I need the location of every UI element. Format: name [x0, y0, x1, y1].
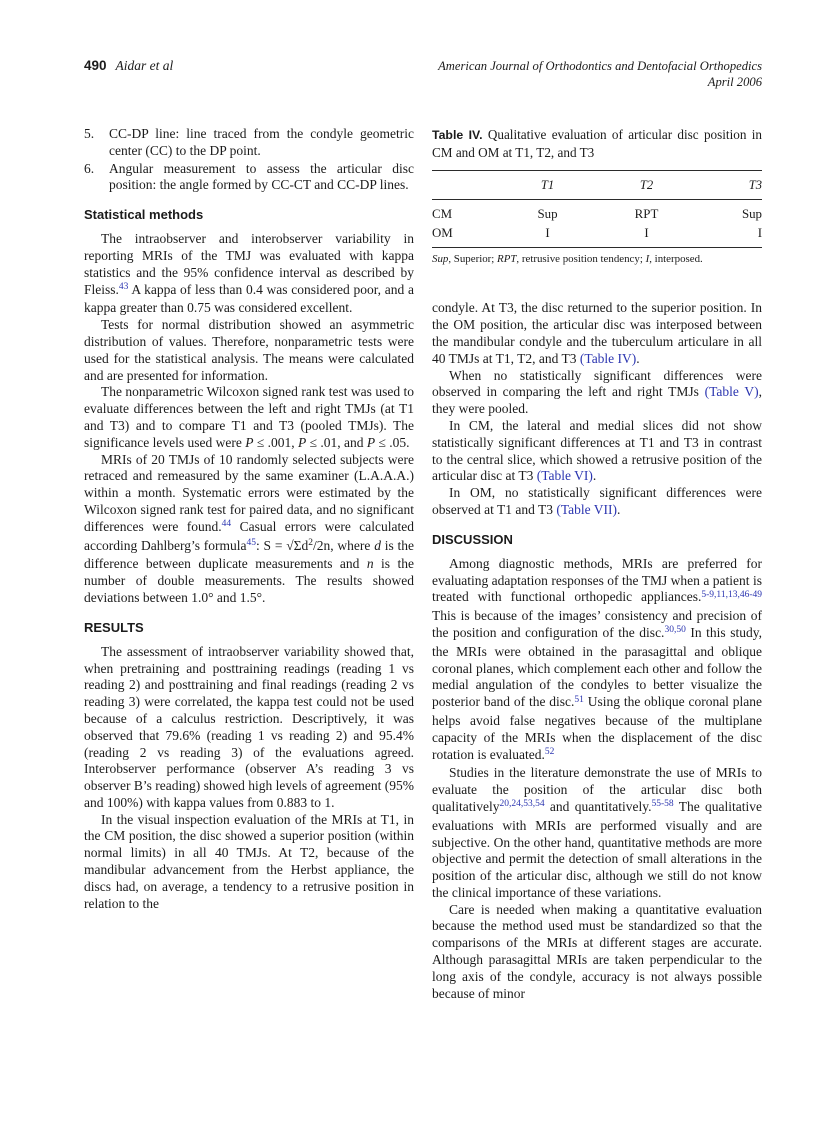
text-run: condyle. At T3, the disc returned to the superior position. In the OM position, the articular disc was interposed between the mandibular condyle and the tuberculum articulare in all 40 TMJs at T1, T2, and T3 [432, 300, 762, 366]
paragraph [432, 902, 762, 1003]
text-run: RPT [497, 253, 517, 266]
table-header-row [432, 171, 762, 200]
text-run: , interposed. [649, 253, 703, 266]
paragraph [432, 556, 762, 766]
reference-link[interactable]: 20,24,53,54 [499, 799, 545, 810]
reference-link[interactable]: 43 [118, 282, 129, 293]
running-authors: Aidar et al [115, 58, 174, 73]
text-run: , retrusive position tendency; [516, 253, 646, 266]
text-run: Tests for normal distribution showed an asymmetric distribution of values. Therefore, nonparametric tests were used for the statistical analysis. The means were calculated and are presented for information. [84, 317, 414, 383]
right-column [432, 126, 762, 1002]
table-header-empty [432, 171, 498, 200]
list-number: 6. [84, 160, 95, 176]
text-run: Among diagnostic methods, MRIs are preferred for evaluating adaptation responses of the TMJ when a patient is treated with functional orthopedic appliances. [432, 555, 762, 605]
table-ref-link[interactable]: (Table VI) [536, 468, 593, 484]
reference-link[interactable]: 45 [246, 538, 257, 549]
table-ref-link[interactable]: (Table V) [704, 384, 759, 400]
text-run: P [245, 434, 254, 450]
text-run: CC-DP line: line traced from the condyle geometric center (CC) to the DP point. [109, 126, 414, 158]
table-iv-label: Table IV. [432, 128, 483, 142]
text-run: and quantitatively. [544, 798, 652, 814]
paragraph [84, 231, 414, 317]
text-run: I [645, 253, 650, 266]
text-run: When no statistically significant differences were observed in comparing the left and right TMJs [432, 367, 762, 400]
text-run: . [636, 350, 640, 366]
text-run: This is because of the images’ consistency and precision of the position and configuration of the disc. [432, 608, 762, 640]
journal-title: American Journal of Orthodontics and Dentofacial Orthopedics [438, 59, 762, 73]
text-run: n [366, 556, 374, 572]
list-item-text [100, 161, 414, 195]
reference-link[interactable]: 55-58 [651, 799, 674, 810]
paragraph [432, 765, 762, 901]
paragraph [432, 300, 762, 367]
text-run: . [592, 468, 597, 484]
list-item [84, 126, 414, 160]
text-run: MRIs of 20 TMJs of 10 randomly selected subjects were retraced and remeasured by the same examiner (L.A.A.A.) within a month. Systematic errors were estimated by the Wilcoxon signed rank test for paired data, and no significant differences were found. [84, 451, 414, 534]
reference-link[interactable]: 44 [221, 519, 232, 530]
text-run: : S = √Σd [256, 537, 309, 553]
list-item-text [100, 126, 414, 160]
paragraph [84, 317, 414, 384]
paragraph [432, 485, 762, 519]
text-run: The qualitative evaluations with MRIs are performed visually and are subjective. On the other hand, quantitative methods are more objective and permit the detection of small alterations in the position of the articular disc, although we still do not know the clinical importance of these variations. [432, 798, 762, 900]
text-run: Angular measurement to assess the articular disc position: the angle formed by CC-CT and CC-DP lines. [109, 160, 414, 193]
text-run: The assessment of intraobserver variability showed that, when pretraining and posttraining readings (reading 1 vs reading 2) and posttraining and final readings (reading 2 vs reading 3) were correlated, the kappa test could not be used because of a calculus restriction. Descriptively, it was observed that 79.6% (reading 1 vs reading 2) and 95.4% (reading 2 vs reading 3) of the evaluations agreed. Interobserver performance (observer A’s reading 3 vs observer B’s reading) showed high levels of agreement (95% and 100%) with kappa values from 0.883 to 1. [84, 643, 414, 810]
paragraph [84, 384, 414, 451]
section-heading: DISCUSSION [432, 531, 513, 547]
reference-link[interactable]: 51 [574, 694, 584, 705]
running-header [84, 58, 762, 90]
table-header-t2: T2 [597, 171, 696, 200]
row-label: CM [432, 206, 453, 221]
text-run: 2 [308, 538, 314, 549]
paragraph [432, 418, 762, 485]
running-header-left [84, 58, 173, 74]
table-iv [432, 126, 762, 266]
paragraph [84, 644, 414, 812]
reference-link[interactable]: 5-9,11,13,46-49 [701, 589, 762, 600]
text-run: P [366, 434, 376, 450]
table-iv-caption-text: Qualitative evaluation of articular disc position in CM and OM at T1, T2, and T3 [432, 127, 762, 160]
right-column-text [432, 300, 762, 1002]
table-header-t1: T1 [498, 171, 597, 200]
text-run: . [617, 501, 621, 517]
table-row [432, 199, 762, 223]
text-run: Using the oblique coronal plane helps avoid false negatives because of the multiplane capacity of the MRIs when the displacement of the disc rotation is evaluated. [432, 694, 762, 762]
cell-value: RPT [634, 206, 659, 221]
paragraph [432, 368, 762, 418]
table-iv-footnote [432, 253, 762, 266]
list-item [84, 161, 414, 195]
row-label: OM [432, 225, 453, 240]
text-run: The intraobserver and interobserver variability in reporting MRIs of the TMJ was evaluated with kappa statistics and the 95% confidence interval as described by Fleiss. [84, 231, 414, 297]
text-run: Casual errors were calculated according Dahlberg’s formula [84, 518, 414, 553]
table-iv-grid [432, 170, 762, 248]
list-number: 5. [84, 126, 95, 141]
text-run: P [297, 434, 307, 450]
table-ref-link[interactable]: (Table VII) [556, 501, 618, 517]
issue-date: April 2006 [707, 75, 762, 89]
table-iv-caption [432, 126, 762, 161]
paragraph [84, 452, 414, 607]
text-run: Sup [432, 253, 449, 266]
text-run: Care is needed when making a quantitative evaluation because the method used must be standardized so that the comparisons of the MRIs at different stages are accurate. Although parasagittal MRIs are taken perpendicular to the long axis of the condyle, accuracy is not always possible because of minor [432, 901, 762, 1001]
cell-value: Sup [537, 206, 558, 221]
text-run: , they were pooled. [432, 384, 762, 417]
cell-value: Sup [741, 206, 762, 221]
table-row [432, 224, 762, 248]
running-header-right [438, 58, 762, 90]
text-run: ≤ .05. [375, 434, 410, 450]
cell-value: I [644, 225, 649, 240]
reference-link[interactable]: 52 [544, 747, 555, 758]
left-column [84, 126, 414, 1002]
text-run: In this study, the MRIs were obtained in the parasagittal and oblique coronal planes, which complement each other and follow the medial angulation of the condyles to better visualize the posterior band of the disc. [432, 624, 762, 710]
table-ref-link[interactable]: (Table IV) [579, 350, 637, 366]
text-run: In CM, the lateral and medial slices did not show statistically significant differences at T1 and T3 in contrast to the central slice, which showed a retrusive position of the articular disc at T3 [432, 417, 762, 484]
section-heading: RESULTS [84, 619, 144, 635]
cell-value: I [757, 225, 762, 240]
two-column-body [84, 126, 762, 1002]
text-run: In the visual inspection evaluation of the MRIs at T1, in the CM position, the disc showed a superior position (within normal limits) in all 40 TMJs. At T2, because of the mandibular advancement from the Herbst appliance, the discs had, on average, a tendency to a retrusive position in relation to the [84, 811, 414, 911]
page-number: 490 [84, 58, 107, 73]
text-run: is the difference between duplicate measurements and [84, 537, 415, 572]
text-run: /2n, where [313, 537, 375, 553]
text-run: Studies in the literature demonstrate the use of MRIs to evaluate the position of the articular disc both qualitatively [432, 765, 762, 814]
table-header-t3: T3 [696, 171, 762, 200]
text-run: The nonparametric Wilcoxon signed rank test was used to evaluate differences between the left and right TMJs (at T1 and T3) and to compare T1 and T3 (pooled TMJs). The significance levels used were [84, 384, 414, 450]
text-run: is the number of double measurements. The results showed deviations between 1.0° and 1.5°. [84, 556, 414, 605]
reference-link[interactable]: 30,50 [664, 625, 686, 636]
text-run: A kappa of less than 0.4 was considered poor, and a kappa greater than 0.75 was considered excellent. [84, 281, 414, 316]
paragraph [84, 812, 414, 913]
cell-value: I [545, 225, 550, 240]
text-run: In OM, no statistically significant differences were observed at T1 and T3 [432, 485, 762, 517]
text-run: ≤ .001, [253, 434, 298, 450]
text-run: , Superior; [448, 253, 498, 266]
text-run: ≤ .01, and [306, 434, 367, 450]
text-run: d [374, 537, 381, 553]
section-heading: Statistical methods [84, 207, 204, 223]
